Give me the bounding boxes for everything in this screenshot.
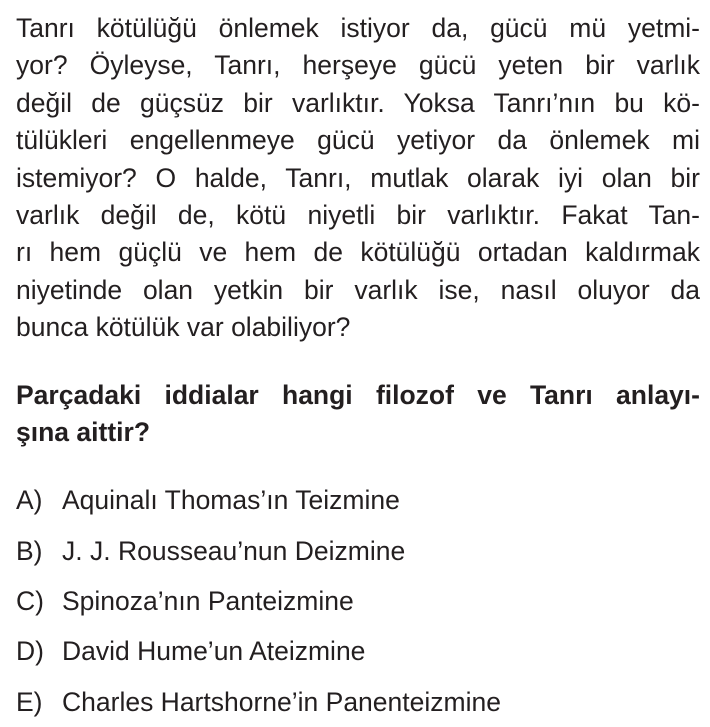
passage-line: bunca kötülük var olabiliyor?	[16, 312, 351, 343]
option-text: J. J. Rousseau’nun Deizmine	[62, 535, 406, 566]
option-e[interactable]	[16, 677, 700, 727]
option-text: David Hume’un Ateizmine	[62, 636, 366, 667]
passage-line: varlık değil de, kötü niyetli bir varlıktır. Fakat Tan-	[16, 200, 700, 231]
question-line: Parçadaki iddialar hangi filozof ve Tanrı anlayı-	[16, 379, 700, 410]
question-page	[16, 10, 700, 727]
passage-line: yor? Öyleyse, Tanrı, herşeye gücü yeten bir varlık	[16, 50, 700, 81]
option-letter: A)	[16, 485, 43, 516]
question-line: şına aittir?	[16, 417, 151, 448]
option-d[interactable]	[16, 626, 700, 676]
passage-line: niyetinde olan yetkin bir varlık ise, nasıl oluyor da	[16, 274, 700, 305]
passage	[16, 10, 700, 347]
option-letter: B)	[16, 535, 43, 566]
question-stem	[16, 377, 700, 452]
option-text: Aquinalı Thomas’ın Teizmine	[62, 485, 400, 516]
passage-line: istemiyor? O halde, Tanrı, mutlak olarak iyi olan bir	[16, 162, 700, 193]
passage-line: rı hem güçlü ve hem de kötülüğü ortadan kaldırmak	[16, 237, 700, 268]
option-a[interactable]	[16, 475, 700, 525]
passage-line: değil de güçsüz bir varlıktır. Yoksa Tanrı’nın bu kö-	[16, 87, 700, 118]
passage-line: tülükleri engellenmeye gücü yetiyor da önlemek mi	[16, 125, 700, 156]
answer-options	[16, 475, 700, 726]
option-c[interactable]	[16, 576, 700, 626]
option-text: Spinoza’nın Panteizmine	[62, 586, 354, 617]
option-letter: C)	[16, 586, 44, 617]
passage-line: Tanrı kötülüğü önlemek istiyor da, gücü mü yetmi-	[16, 13, 700, 43]
option-b[interactable]	[16, 526, 700, 576]
option-letter: D)	[16, 636, 44, 667]
option-text: Charles Hartshorne’in Panenteizmine	[62, 686, 501, 717]
option-letter: E)	[16, 686, 43, 717]
